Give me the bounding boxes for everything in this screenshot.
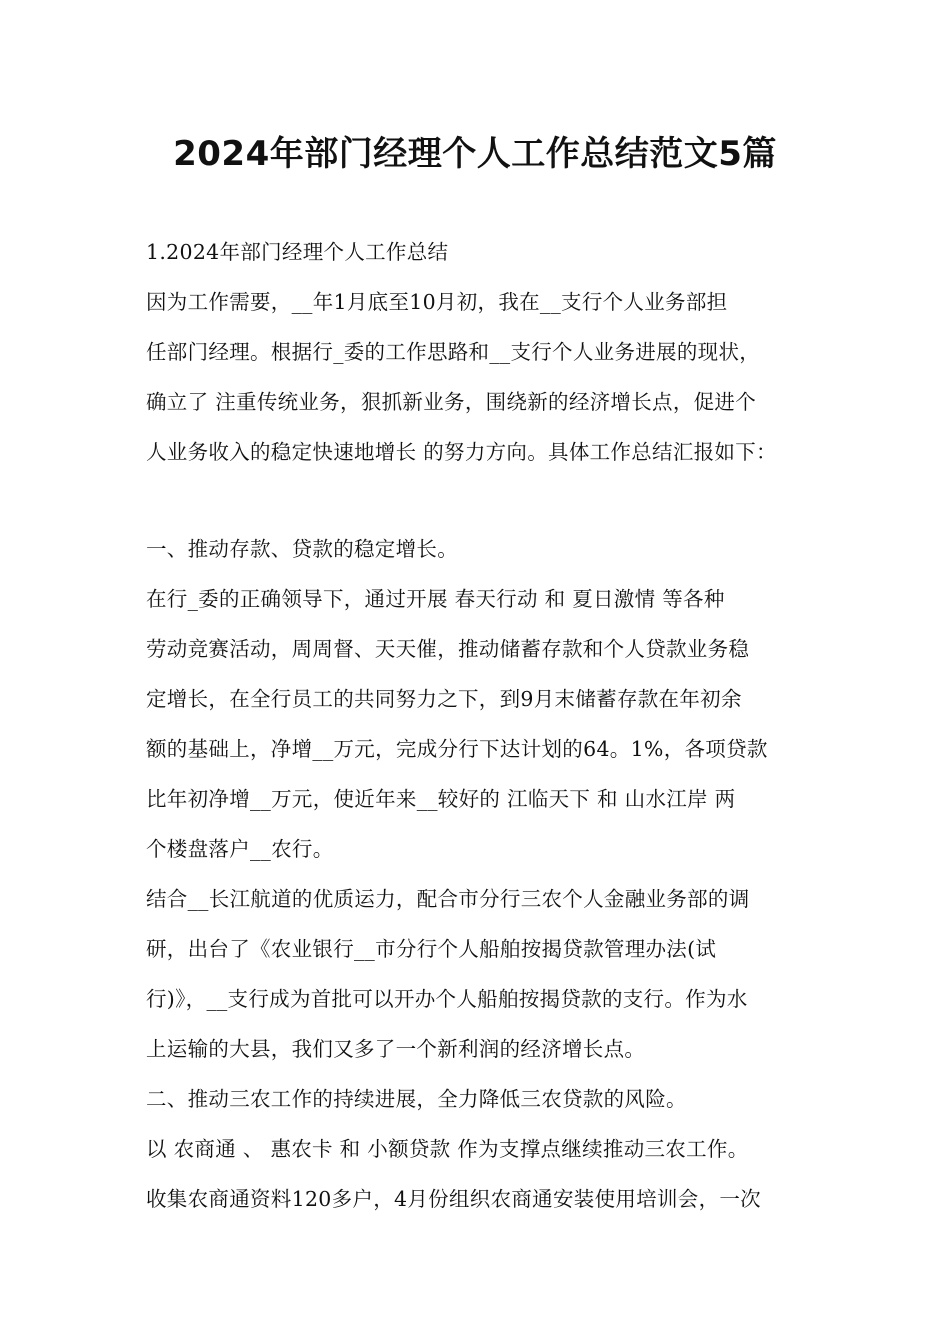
paragraph-line: 研，出台了《农业银行__市分行个人船舶按揭贷款管理办法(试 [146, 937, 717, 961]
paragraph-line: 比年初净增__万元，使近年来__较好的 江临天下 和 山水江岸 两 [146, 787, 736, 811]
section-heading: 一、推动存款、贷款的稳定增长。 [146, 537, 458, 561]
document-title: 2024年部门经理个人工作总结范文5篇 [173, 134, 777, 174]
paragraph-line: 确立了 注重传统业务，狠抓新业务，围绕新的经济增长点，促进个 [146, 390, 757, 414]
paragraph-line: 人业务收入的稳定快速地增长 的努力方向。具体工作总结汇报如下： [146, 440, 777, 464]
paragraph-line: 收集农商通资料120多户，4月份组织农商通安装使用培训会，一次 [146, 1187, 761, 1211]
section-heading: 二、推动三农工作的持续进展，全力降低三农贷款的风险。 [146, 1087, 687, 1111]
paragraph-line: 以 农商通 、 惠农卡 和 小额贷款 作为支撑点继续推动三农工作。 [146, 1137, 749, 1161]
section-heading: 1.2024年部门经理个人工作总结 [146, 240, 449, 264]
paragraph-line: 定增长，在全行员工的共同努力之下，到9月末储蓄存款在年初余 [146, 687, 742, 711]
paragraph-line: 行)》，__支行成为首批可以开办个人船舶按揭贷款的支行。作为水 [146, 987, 748, 1011]
paragraph-line: 上运输的大县，我们又多了一个新利润的经济增长点。 [146, 1037, 646, 1061]
paragraph-line: 额的基础上，净增__万元，完成分行下达计划的64。1%，各项贷款 [146, 737, 768, 761]
paragraph-line: 任部门经理。根据行_委的工作思路和__支行个人业务进展的现状， [146, 340, 761, 364]
paragraph-line: 在行_委的正确领导下，通过开展 春天行动 和 夏日激情 等各种 [146, 587, 725, 611]
paragraph-line: 因为工作需要，__年1月底至10月初，我在__支行个人业务部担 [146, 290, 728, 314]
paragraph-line: 结合__长江航道的优质运力，配合市分行三农个人金融业务部的调 [146, 887, 750, 911]
paragraph-line: 劳动竞赛活动，周周督、天天催，推动储蓄存款和个人贷款业务稳 [146, 637, 750, 661]
paragraph-line: 个楼盘落户__农行。 [146, 837, 334, 861]
